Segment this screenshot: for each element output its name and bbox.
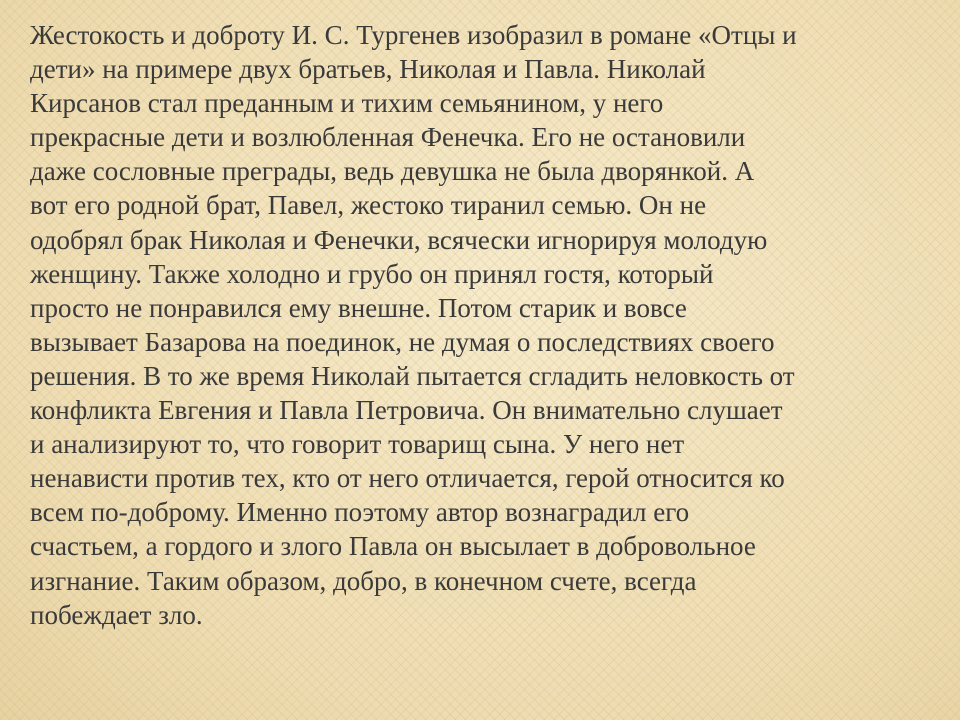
text-line: и анализируют то, что говорит товарищ сына. У него нет bbox=[30, 429, 685, 460]
text-line: одобрял брак Николая и Фенечки, всячески игнорируя молодую bbox=[30, 224, 768, 255]
text-line: всем по-доброму. Именно поэтому автор вознаградил его bbox=[30, 497, 690, 528]
text-line: ненависти против тех, кто от него отличается, герой относится ко bbox=[30, 463, 785, 494]
text-line: просто не понравился ему внешне. Потом старик и вовсе bbox=[30, 292, 687, 323]
text-line: решения. В то же время Николай пытается сгладить неловкость от bbox=[30, 360, 795, 391]
text-line: Кирсанов стал преданным и тихим семьянином, у него bbox=[30, 88, 664, 119]
text-line: конфликта Евгения и Павла Петровича. Он внимательно слушает bbox=[30, 395, 783, 426]
text-line: женщину. Также холодно и грубо он принял гостя, который bbox=[30, 258, 714, 289]
text-line: изгнание. Таким образом, добро, в конечном счете, всегда bbox=[30, 565, 697, 596]
essay-text bbox=[30, 18, 940, 632]
text-line: вот его родной брат, Павел, жестоко тиранил семью. Он не bbox=[30, 190, 707, 221]
text-line: счастьем, а гордого и злого Павла он высылает в добровольное bbox=[30, 531, 756, 562]
text-line: дети» на примере двух братьев, Николая и Павла. Николай bbox=[30, 54, 706, 85]
text-line: побеждает зло. bbox=[30, 599, 203, 630]
text-line: даже сословные преграды, ведь девушка не была дворянкой. А bbox=[30, 156, 755, 187]
text-line: Жестокость и доброту И. С. Тургенев изобразил в романе «Отцы и bbox=[30, 20, 797, 50]
text-line: прекрасные дети и возлюбленная Фенечка. Его не остановили bbox=[30, 122, 746, 153]
text-line: вызывает Базарова на поединок, не думая о последствиях своего bbox=[30, 326, 775, 357]
